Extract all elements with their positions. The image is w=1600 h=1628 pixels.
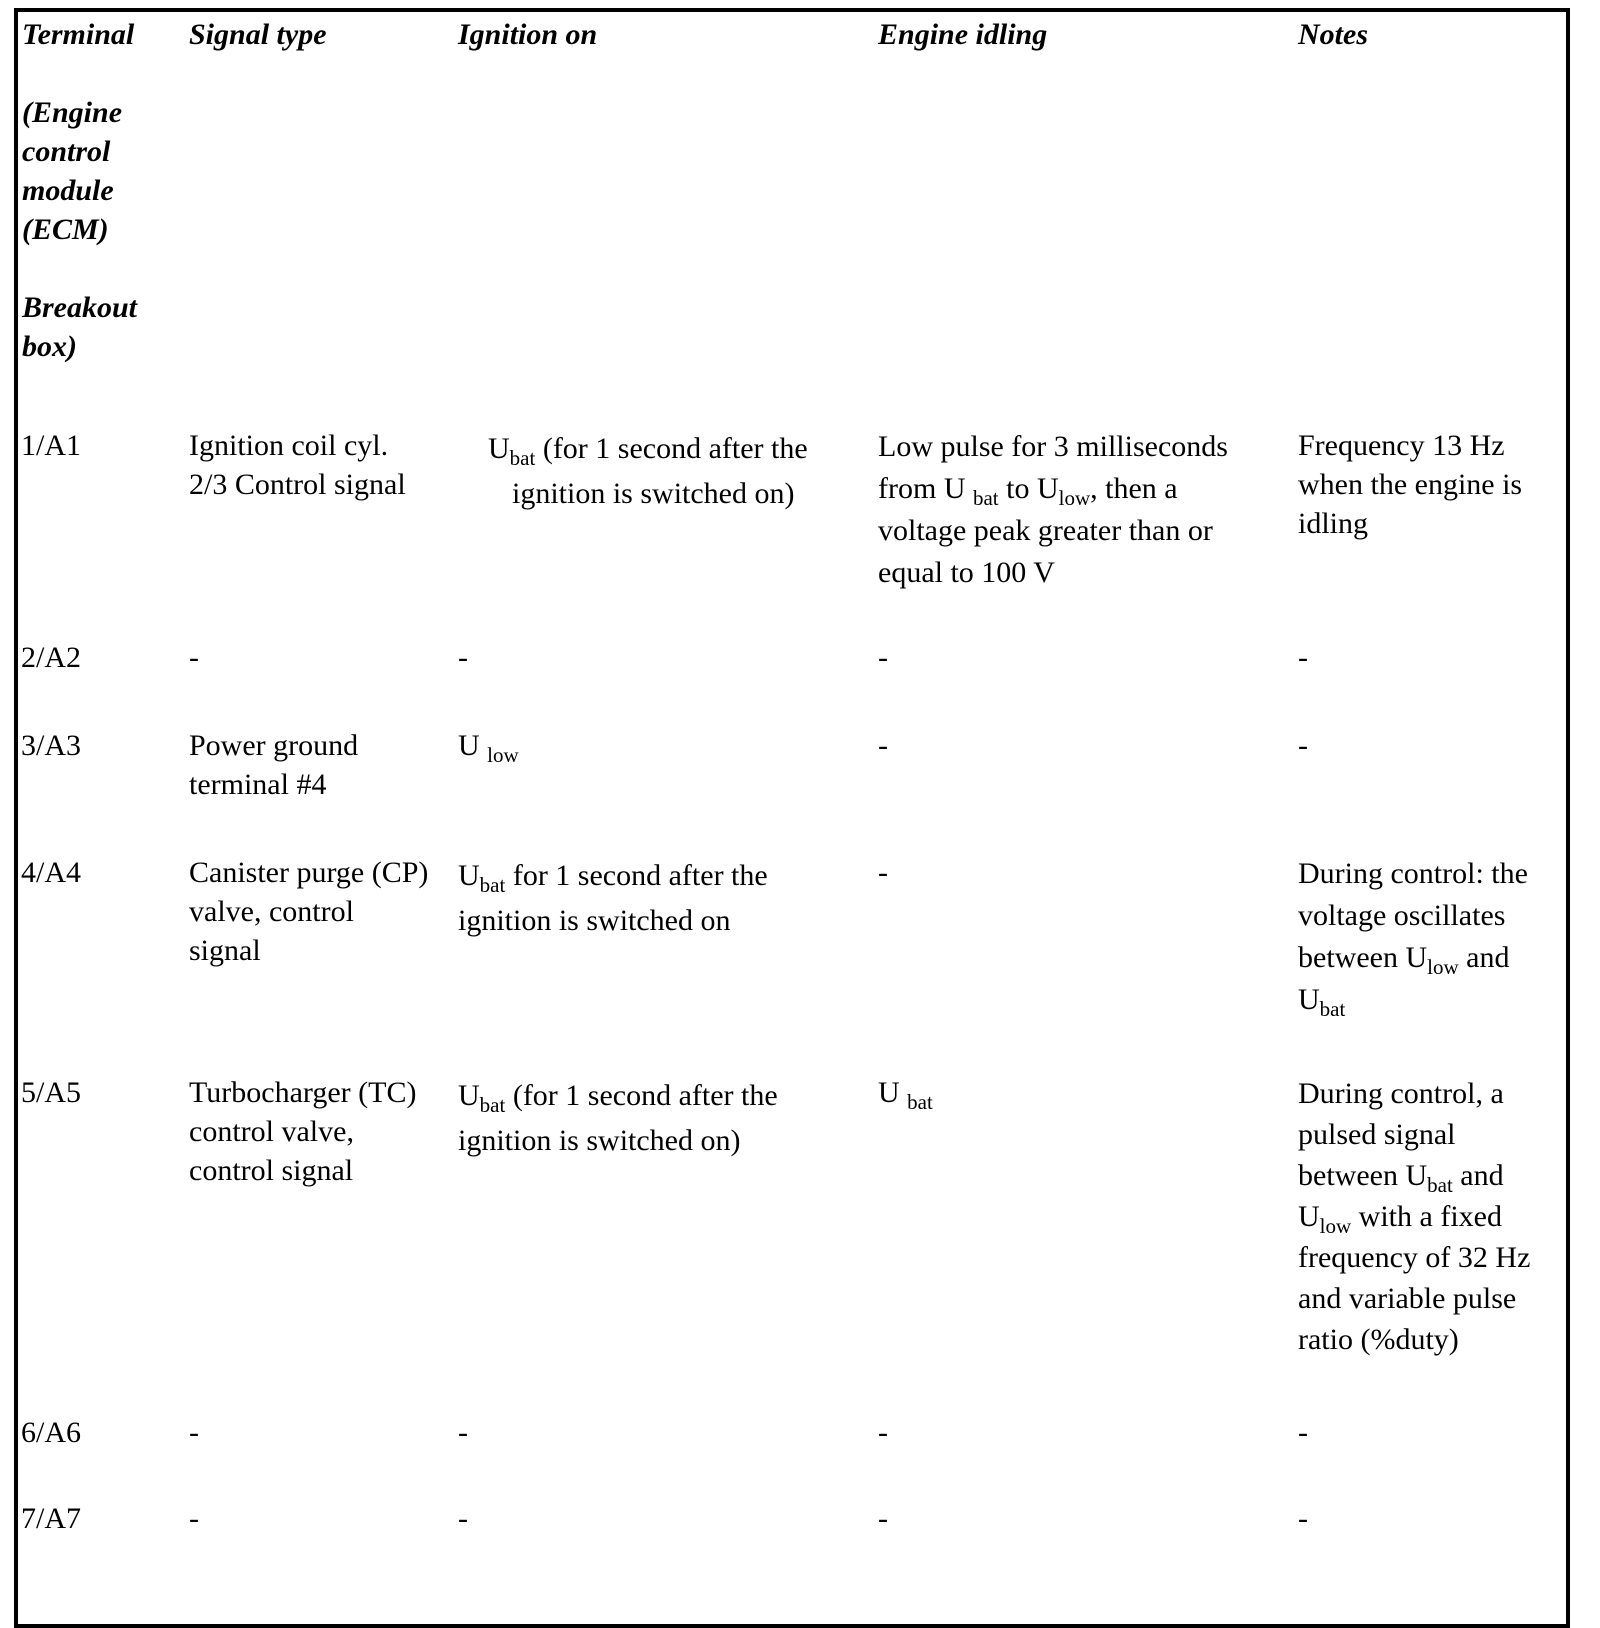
notes-cell: - — [1298, 1502, 1308, 1535]
header-terminal-line: Terminal — [22, 18, 135, 51]
notes-line: idling — [1298, 507, 1369, 540]
engine-idling-line — [878, 468, 1228, 510]
subscript: low — [487, 743, 519, 767]
notes-cell: - — [1298, 1416, 1308, 1449]
subscript: bat — [1319, 997, 1346, 1021]
engine-idling-cell: - — [878, 641, 888, 674]
notes-cell: - — [1298, 729, 1308, 762]
subscript: bat — [972, 486, 999, 510]
text-segment: U — [488, 432, 510, 465]
terminal-cell: 3/A3 — [21, 729, 81, 762]
ignition-on-line: ignition is switched on) — [512, 477, 795, 510]
signal-type-cell — [189, 1073, 416, 1190]
engine-idling-line: equal to 100 V — [878, 556, 1055, 589]
engine-idling-cell — [878, 426, 1228, 594]
text-segment: U — [458, 859, 480, 892]
terminal-cell: 7/A7 — [21, 1502, 81, 1535]
engine-idling-cell: - — [878, 856, 888, 889]
text-segment: and — [1458, 941, 1510, 974]
signal-type-cell — [189, 726, 358, 804]
notes-line — [1298, 1155, 1530, 1196]
engine-idling-line: voltage peak greater than or — [878, 514, 1213, 547]
text-segment: to U — [998, 472, 1059, 505]
signal-type-line: terminal #4 — [189, 768, 327, 801]
header-signal-type: Signal type — [189, 18, 327, 51]
terminal-cell: 6/A6 — [21, 1416, 81, 1449]
header-terminal-line: control — [22, 135, 111, 168]
ignition-on-cell: - — [458, 1502, 468, 1535]
header-terminal-line: (Engine — [22, 96, 123, 129]
signal-type-line: 2/3 Control signal — [189, 468, 406, 501]
notes-line — [1298, 1196, 1530, 1237]
subscript: bat — [509, 446, 536, 470]
ignition-on-cell: - — [458, 1416, 468, 1449]
text-segment: U — [878, 1076, 908, 1109]
signal-type-line: Power ground — [189, 729, 359, 762]
signal-type-line: signal — [189, 934, 261, 967]
header-terminal-line: box) — [22, 330, 77, 363]
signal-type-line: control signal — [189, 1154, 354, 1187]
terminal-cell: 1/A1 — [21, 429, 81, 462]
subscript: bat — [1427, 1173, 1453, 1197]
text-segment: with a fixed — [1351, 1200, 1502, 1233]
ignition-on-line — [458, 853, 768, 898]
text-segment: U — [458, 729, 488, 762]
text-segment: for 1 second after the — [505, 859, 768, 892]
header-terminal-line: module — [22, 174, 114, 207]
signal-type-cell — [189, 426, 406, 504]
ignition-on-line — [488, 426, 808, 471]
header-terminal-spacer — [22, 54, 137, 93]
ignition-on-cell — [458, 726, 519, 765]
signal-type-cell: - — [189, 641, 199, 674]
header-terminal — [22, 15, 137, 366]
text-segment: U — [458, 1079, 480, 1112]
notes-cell — [1298, 853, 1528, 1021]
text-segment: , then a — [1090, 472, 1178, 505]
notes-line: During control, a — [1298, 1077, 1504, 1110]
notes-line: pulsed signal — [1298, 1118, 1456, 1151]
notes-line: During control: the — [1298, 857, 1528, 890]
signal-type-line: control valve, — [189, 1115, 354, 1148]
header-terminal-spacer — [22, 249, 137, 288]
text-segment: between U — [1298, 1159, 1428, 1192]
text-segment: from U — [878, 472, 973, 505]
notes-line: and variable pulse — [1298, 1282, 1517, 1315]
text-segment: between U — [1298, 941, 1428, 974]
text-segment: U — [1298, 1200, 1320, 1233]
header-engine-idling: Engine idling — [878, 18, 1048, 51]
notes-line — [1298, 979, 1528, 1021]
notes-line: voltage oscillates — [1298, 899, 1506, 932]
header-terminal-line: Breakout — [22, 291, 138, 324]
ignition-on-line: ignition is switched on — [458, 904, 731, 937]
notes-cell — [1298, 426, 1522, 543]
subscript: bat — [907, 1090, 933, 1114]
terminal-cell: 2/A2 — [21, 641, 81, 674]
engine-idling-line: Low pulse for 3 milliseconds — [878, 430, 1228, 463]
engine-idling-cell: - — [878, 729, 888, 762]
signal-type-line: Ignition coil cyl. — [189, 429, 389, 462]
notes-line: Frequency 13 Hz — [1298, 429, 1505, 462]
terminal-cell: 5/A5 — [21, 1076, 81, 1109]
subscript: low — [1427, 955, 1459, 979]
signal-type-line: Turbocharger (TC) — [189, 1076, 417, 1109]
notes-line — [1298, 937, 1528, 979]
ignition-on-cell — [488, 426, 808, 516]
subscript: bat — [479, 1093, 506, 1117]
engine-idling-cell: - — [878, 1502, 888, 1535]
subscript: low — [1319, 1214, 1352, 1238]
header-notes: Notes — [1298, 18, 1368, 51]
signal-type-line: valve, control — [189, 895, 354, 928]
notes-line: frequency of 32 Hz — [1298, 1241, 1531, 1274]
notes-cell: - — [1298, 641, 1308, 674]
text-segment: and — [1452, 1159, 1504, 1192]
notes-line: when the engine is — [1298, 468, 1523, 501]
header-terminal-line: (ECM) — [22, 213, 109, 246]
table-border — [14, 8, 1570, 1628]
ignition-on-line — [458, 1073, 778, 1118]
signal-type-cell — [189, 853, 428, 970]
text-segment: (for 1 second after the — [505, 1079, 778, 1112]
engine-idling-cell — [878, 1073, 933, 1112]
terminal-cell: 4/A4 — [21, 856, 81, 889]
ignition-on-cell: - — [458, 641, 468, 674]
ignition-on-line: ignition is switched on) — [458, 1124, 741, 1157]
text-segment: (for 1 second after the — [535, 432, 808, 465]
signal-type-cell: - — [189, 1502, 199, 1535]
signal-type-cell: - — [189, 1416, 199, 1449]
engine-idling-cell: - — [878, 1416, 888, 1449]
notes-line: ratio (%duty) — [1298, 1323, 1459, 1356]
ignition-on-cell — [458, 1073, 778, 1163]
subscript: bat — [479, 873, 506, 897]
subscript: low — [1058, 486, 1091, 510]
signal-type-line: Canister purge (CP) — [189, 856, 429, 889]
notes-cell — [1298, 1073, 1530, 1360]
ignition-on-cell — [458, 853, 768, 943]
header-ignition-on: Ignition on — [458, 18, 598, 51]
text-segment: U — [1298, 983, 1320, 1016]
